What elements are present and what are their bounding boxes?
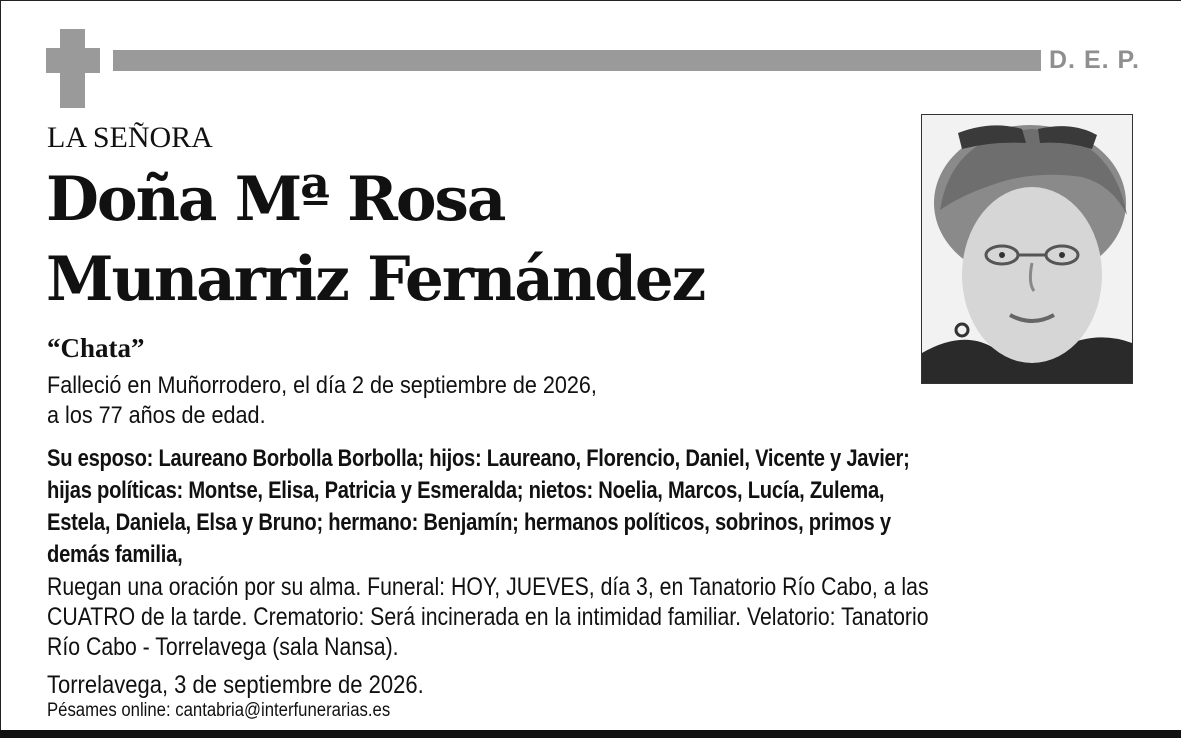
- service-line: Río Cabo - Torrelavega (sala Nansa).: [47, 633, 399, 661]
- family-line: Estela, Daniela, Elsa y Bruno; hermano: Benjamín; hermanos políticos, sobrinos, primos y: [47, 509, 891, 536]
- deceased-name-line-1: Doña Mª Rosa: [46, 164, 505, 235]
- deceased-name-line-2: Munarriz Fernández: [46, 244, 705, 315]
- cross-icon-arm: [46, 48, 100, 73]
- portrait-photo: [921, 114, 1133, 384]
- header-rule: [113, 50, 1041, 71]
- family-line: hijas políticas: Montse, Elisa, Patricia y Esmeralda; nietos: Noelia, Marcos, Lucía, Zulema,: [47, 477, 885, 504]
- service-line: CUATRO de la tarde. Crematorio: Será incinerada en la intimidad familiar. Velatorio: Tanatorio: [47, 603, 929, 631]
- nickname: “Chata”: [47, 333, 145, 363]
- death-info-line-2: a los 77 años de edad.: [47, 402, 266, 429]
- family-list: [47, 443, 1097, 571]
- family-line: demás familia,: [47, 541, 183, 568]
- bottom-rule: [0, 730, 1181, 738]
- family-line: Su esposo: Laureano Borbolla Borbolla; hijos: Laureano, Florencio, Daniel, Vicente y Javier;: [47, 445, 910, 472]
- title-prefix: LA SEÑORA: [47, 121, 213, 154]
- portrait-illustration: [922, 115, 1132, 383]
- dep-label: D. E. P.: [1049, 46, 1140, 74]
- place-date: Torrelavega, 3 de septiembre de 2026.: [47, 671, 424, 699]
- condolences-contact: Pésames online: cantabria@interfunerarias.es: [47, 700, 391, 721]
- service-line: Ruegan una oración por su alma. Funeral: HOY, JUEVES, día 3, en Tanatorio Río Cabo, a las: [47, 573, 929, 601]
- death-info-line-1: Falleció en Muñorrodero, el día 2 de septiembre de 2026,: [47, 372, 597, 399]
- service-info: [47, 572, 1127, 662]
